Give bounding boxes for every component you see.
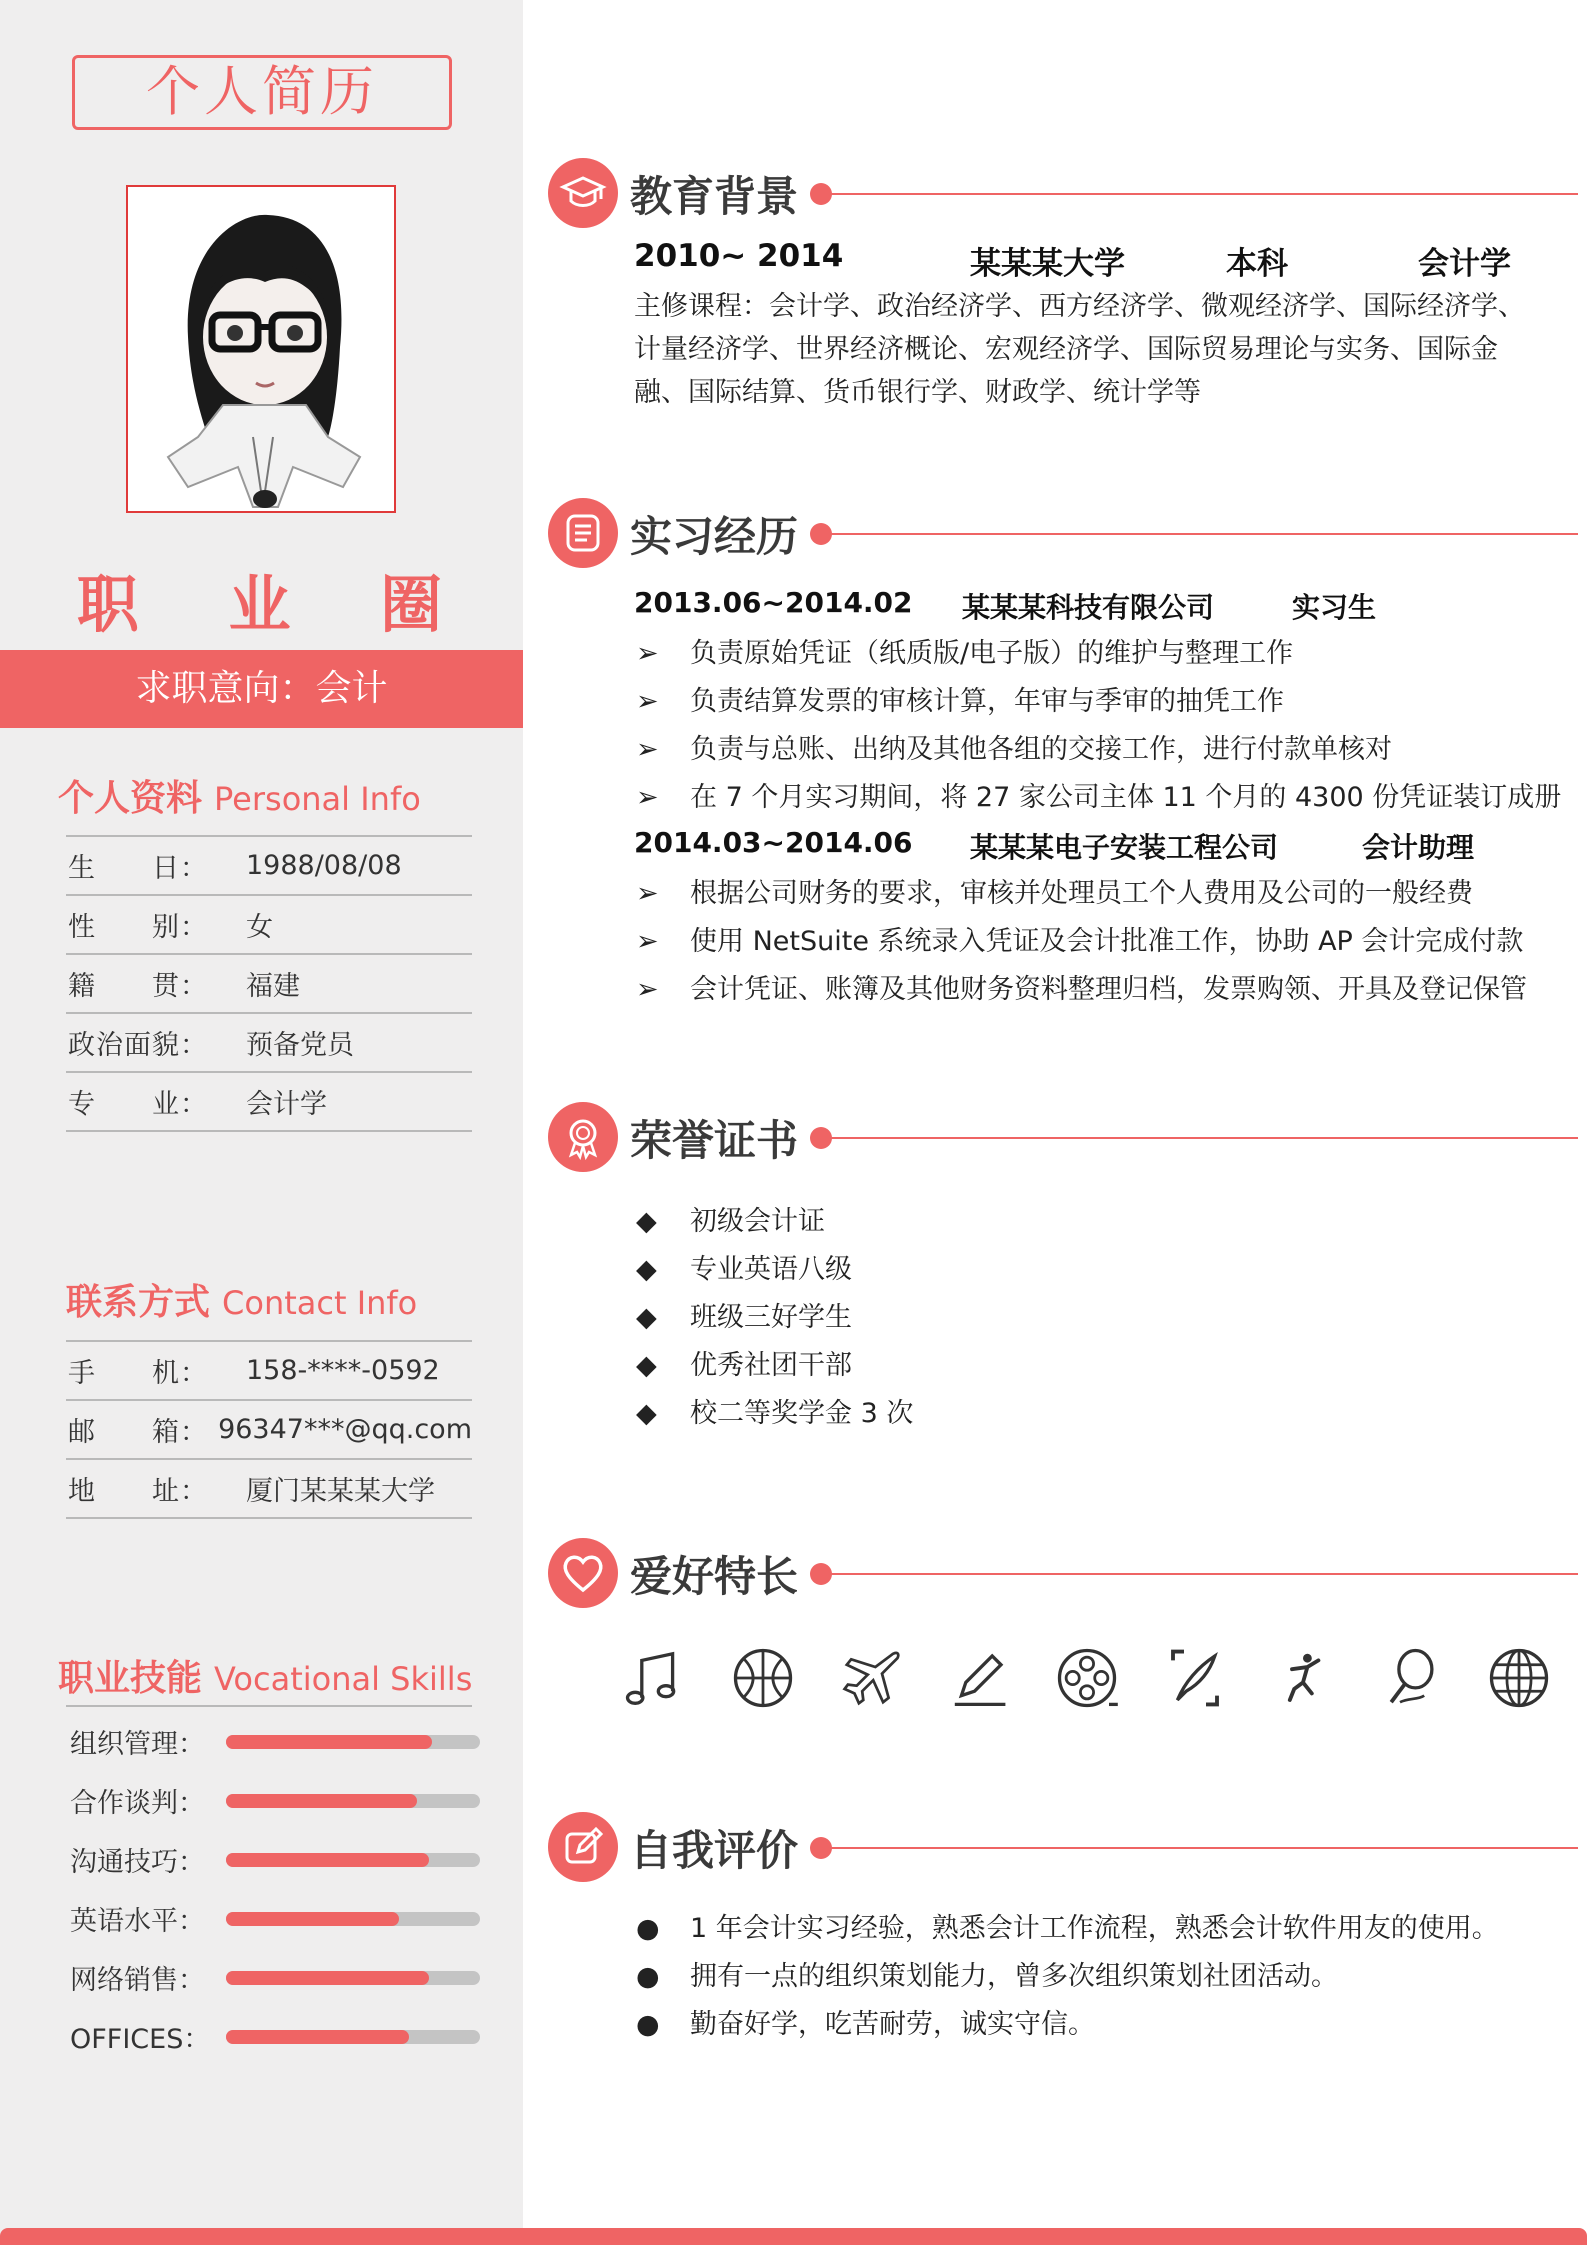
- list-item-text: 根据公司财务的要求，审核并处理员工个人费用及公司的一般经费: [690, 878, 1473, 909]
- skill-row: [70, 2007, 480, 2066]
- dot-bullet-icon: ●: [636, 1961, 660, 1992]
- info-key: 性 别：: [68, 912, 208, 943]
- list-item-text: 使用 NetSuite 系统录入凭证及会计批准工作，协助 AP 会计完成付款: [690, 926, 1524, 957]
- list-item: [636, 726, 1392, 774]
- list-item: [636, 1246, 852, 1294]
- info-row-phone: [66, 1342, 472, 1401]
- film-reel-icon: [1054, 1645, 1120, 1711]
- skill-label: 组织管理：: [70, 1729, 205, 1760]
- arrow-bullet-icon: ➢: [636, 926, 659, 957]
- arrow-bullet-icon: ➢: [636, 638, 659, 669]
- list-item-text: 校二等奖学金 3 次: [690, 1398, 914, 1429]
- info-row-birthday: [66, 837, 472, 896]
- info-key: 手 机：: [68, 1358, 208, 1389]
- education-courses: 主修课程：会计学、政治经济学、西方经济学、微观经济学、国际经济学、计量经济学、世界经济概论、宏观经济学、国际贸易理论与实务、国际金融、国际结算、货币银行学、财政学、统计学等: [634, 291, 1525, 408]
- diamond-bullet-icon: ◆: [636, 1398, 657, 1429]
- skill-bar: [226, 1853, 480, 1867]
- skill-bar-fill: [226, 1971, 429, 1985]
- info-key: 地 址：: [68, 1476, 208, 1507]
- job-period: 2014.03~2014.06: [634, 826, 913, 859]
- heading-line: [828, 193, 1578, 195]
- info-value: 96347***@qq.com: [218, 1414, 472, 1445]
- writing-icon: [1162, 1645, 1228, 1711]
- list-item-text: 在 7 个月实习期间，将 27 家公司主体 11 个月的 4300 份凭证装订成册: [690, 782, 1562, 813]
- list-item: [636, 870, 1473, 918]
- list-item: [636, 918, 1523, 966]
- skill-bar: [226, 1794, 480, 1808]
- skill-bar-fill: [226, 2030, 409, 2044]
- heading-line: [828, 1847, 1578, 1849]
- honors-title: 荣誉证书: [630, 1116, 799, 1165]
- skill-row: [70, 1830, 480, 1889]
- info-value: 预备党员: [246, 1030, 354, 1061]
- skill-bar-fill: [226, 1794, 417, 1808]
- personal-info-subtitle: Personal Info: [214, 780, 421, 818]
- list-item-text: 优秀社团干部: [690, 1350, 852, 1381]
- list-item: [636, 774, 1561, 822]
- skill-bar-fill: [226, 1735, 432, 1749]
- job-company: 某某某电子安装工程公司: [970, 831, 1279, 864]
- heading-line: [828, 533, 1578, 535]
- hobbies-title: 爱好特长: [630, 1552, 799, 1601]
- list-item-text: 勤奋好学，吃苦耐劳，诚实守信。: [690, 2009, 1095, 2040]
- skill-label: 合作谈判：: [70, 1788, 205, 1819]
- personal-info-title: 个人资料: [58, 778, 203, 819]
- self-eval-title: 自我评价: [630, 1826, 799, 1875]
- info-key: 政治面貌：: [68, 1030, 208, 1061]
- skills-subtitle: Vocational Skills: [214, 1660, 473, 1698]
- diamond-bullet-icon: ◆: [636, 1254, 657, 1285]
- heading-line: [828, 1573, 1578, 1575]
- edit-icon: [548, 1812, 618, 1882]
- graduation-cap-icon: [548, 158, 618, 228]
- list-item: [636, 966, 1527, 1014]
- skill-bar: [226, 2030, 480, 2044]
- education-school: 某某某大学: [970, 246, 1125, 282]
- contact-info-subtitle: Contact Info: [222, 1284, 418, 1322]
- info-row-hometown: [66, 955, 472, 1014]
- internship-title: 实习经历: [630, 512, 799, 561]
- list-item: [636, 678, 1284, 726]
- diamond-bullet-icon: ◆: [636, 1206, 657, 1237]
- list-item: [636, 2001, 1095, 2049]
- list-item-text: 负责原始凭证（纸质版/电子版）的维护与整理工作: [690, 638, 1294, 669]
- info-key: 专 业：: [68, 1089, 208, 1120]
- info-row-email: [66, 1401, 472, 1460]
- hobby-icons: [622, 1645, 1552, 1715]
- skill-bar-fill: [226, 1912, 399, 1926]
- list-item-text: 负责结算发票的审核计算，年审与季审的抽凭工作: [690, 686, 1284, 717]
- personal-info-list: [66, 835, 472, 1132]
- skill-label: 网络销售：: [70, 1965, 205, 1996]
- info-key: 籍 贯：: [68, 971, 208, 1002]
- hobbies-heading: [548, 1538, 1583, 1614]
- info-value: 1988/08/08: [246, 850, 402, 881]
- job-role: 会计助理: [1362, 831, 1475, 864]
- job-intent: 求职意向：会计: [0, 650, 523, 728]
- arrow-bullet-icon: ➢: [636, 686, 659, 717]
- document-icon: [548, 498, 618, 568]
- diamond-bullet-icon: ◆: [636, 1302, 657, 1333]
- skill-bar: [226, 1735, 480, 1749]
- dot-bullet-icon: ●: [636, 2009, 660, 2040]
- skill-row: [70, 1889, 480, 1948]
- heart-icon: [548, 1538, 618, 1608]
- music-icon: [622, 1645, 688, 1711]
- badminton-icon: [1378, 1645, 1444, 1711]
- list-item-text: 班级三好学生: [690, 1302, 852, 1333]
- honors-heading: [548, 1102, 1583, 1178]
- internship-heading: [548, 498, 1583, 574]
- contact-info-list: [66, 1340, 472, 1519]
- skills-list: [70, 1712, 480, 2066]
- info-key: 邮 箱：: [68, 1417, 208, 1448]
- self-eval-heading: [548, 1812, 1583, 1888]
- brand-name: 职 业 圈: [76, 568, 477, 641]
- arrow-bullet-icon: ➢: [636, 878, 659, 909]
- contact-info-heading: [66, 1274, 486, 1334]
- job-period: 2013.06~2014.02: [634, 586, 913, 619]
- info-row-major: [66, 1073, 472, 1132]
- info-value: 厦门某某某大学: [246, 1476, 435, 1507]
- skills-heading: [58, 1650, 478, 1710]
- info-value: 会计学: [246, 1089, 327, 1120]
- info-row-gender: [66, 896, 472, 955]
- education-major: 会计学: [1418, 246, 1511, 282]
- list-item: [636, 630, 1293, 678]
- skill-bar-fill: [226, 1853, 429, 1867]
- heading-line: [828, 1137, 1578, 1139]
- diamond-bullet-icon: ◆: [636, 1350, 657, 1381]
- list-item: [636, 1905, 1499, 1953]
- list-item: [636, 1342, 852, 1390]
- job-company: 某某某科技有限公司: [962, 591, 1215, 624]
- job-role: 实习生: [1292, 591, 1377, 624]
- avatar-photo: [126, 185, 396, 513]
- info-value: 女: [246, 912, 273, 943]
- skill-row: [70, 1771, 480, 1830]
- info-row-political: [66, 1014, 472, 1073]
- arrow-bullet-icon: ➢: [636, 734, 659, 765]
- skill-bar: [226, 1971, 480, 1985]
- list-item-text: 负责与总账、出纳及其他各组的交接工作，进行付款单核对: [690, 734, 1392, 765]
- education-degree: 本科: [1226, 246, 1288, 282]
- bottom-accent-band: [0, 2228, 1587, 2245]
- education-period: 2010~ 2014: [634, 238, 844, 274]
- basketball-icon: [730, 1645, 796, 1711]
- skill-row: [70, 1948, 480, 2007]
- dance-icon: [1270, 1645, 1336, 1711]
- skill-row: [70, 1712, 480, 1771]
- list-item-text: 会计凭证、账簿及其他财务资料整理归档，发票购领、开具及登记保管: [690, 974, 1527, 1005]
- skill-bar: [226, 1912, 480, 1926]
- skill-label: 沟通技巧：: [70, 1847, 205, 1878]
- skills-divider: [66, 1705, 472, 1707]
- info-row-address: [66, 1460, 472, 1519]
- pen-icon: [946, 1645, 1012, 1711]
- arrow-bullet-icon: ➢: [636, 782, 659, 813]
- airplane-icon: [838, 1645, 904, 1711]
- education-heading: [548, 158, 1583, 234]
- resume-title: 个人简历: [72, 55, 452, 130]
- list-item-text: 专业英语八级: [690, 1254, 852, 1285]
- info-key: 生 日：: [68, 853, 208, 884]
- education-title: 教育背景: [630, 172, 799, 221]
- skill-label: 英语水平：: [70, 1906, 205, 1937]
- skills-title: 职业技能: [58, 1658, 203, 1699]
- list-item: [636, 1198, 825, 1246]
- medal-icon: [548, 1102, 618, 1172]
- list-item-text: 拥有一点的组织策划能力，曾多次组织策划社团活动。: [690, 1961, 1338, 1992]
- info-value: 158-****-0592: [246, 1355, 440, 1386]
- globe-icon: [1486, 1645, 1552, 1711]
- dot-bullet-icon: ●: [636, 1913, 660, 1944]
- list-item-text: 1 年会计实习经验，熟悉会计工作流程，熟悉会计软件用友的使用。: [690, 1913, 1499, 1944]
- personal-info-heading: [58, 770, 478, 830]
- list-item: [636, 1390, 913, 1438]
- list-item-text: 初级会计证: [690, 1206, 825, 1237]
- sidebar: [0, 0, 523, 2245]
- contact-info-title: 联系方式: [66, 1282, 211, 1323]
- list-item: [636, 1294, 852, 1342]
- arrow-bullet-icon: ➢: [636, 974, 659, 1005]
- info-value: 福建: [246, 971, 300, 1002]
- list-item: [636, 1953, 1338, 2001]
- skill-label: OFFICES：: [70, 2024, 211, 2055]
